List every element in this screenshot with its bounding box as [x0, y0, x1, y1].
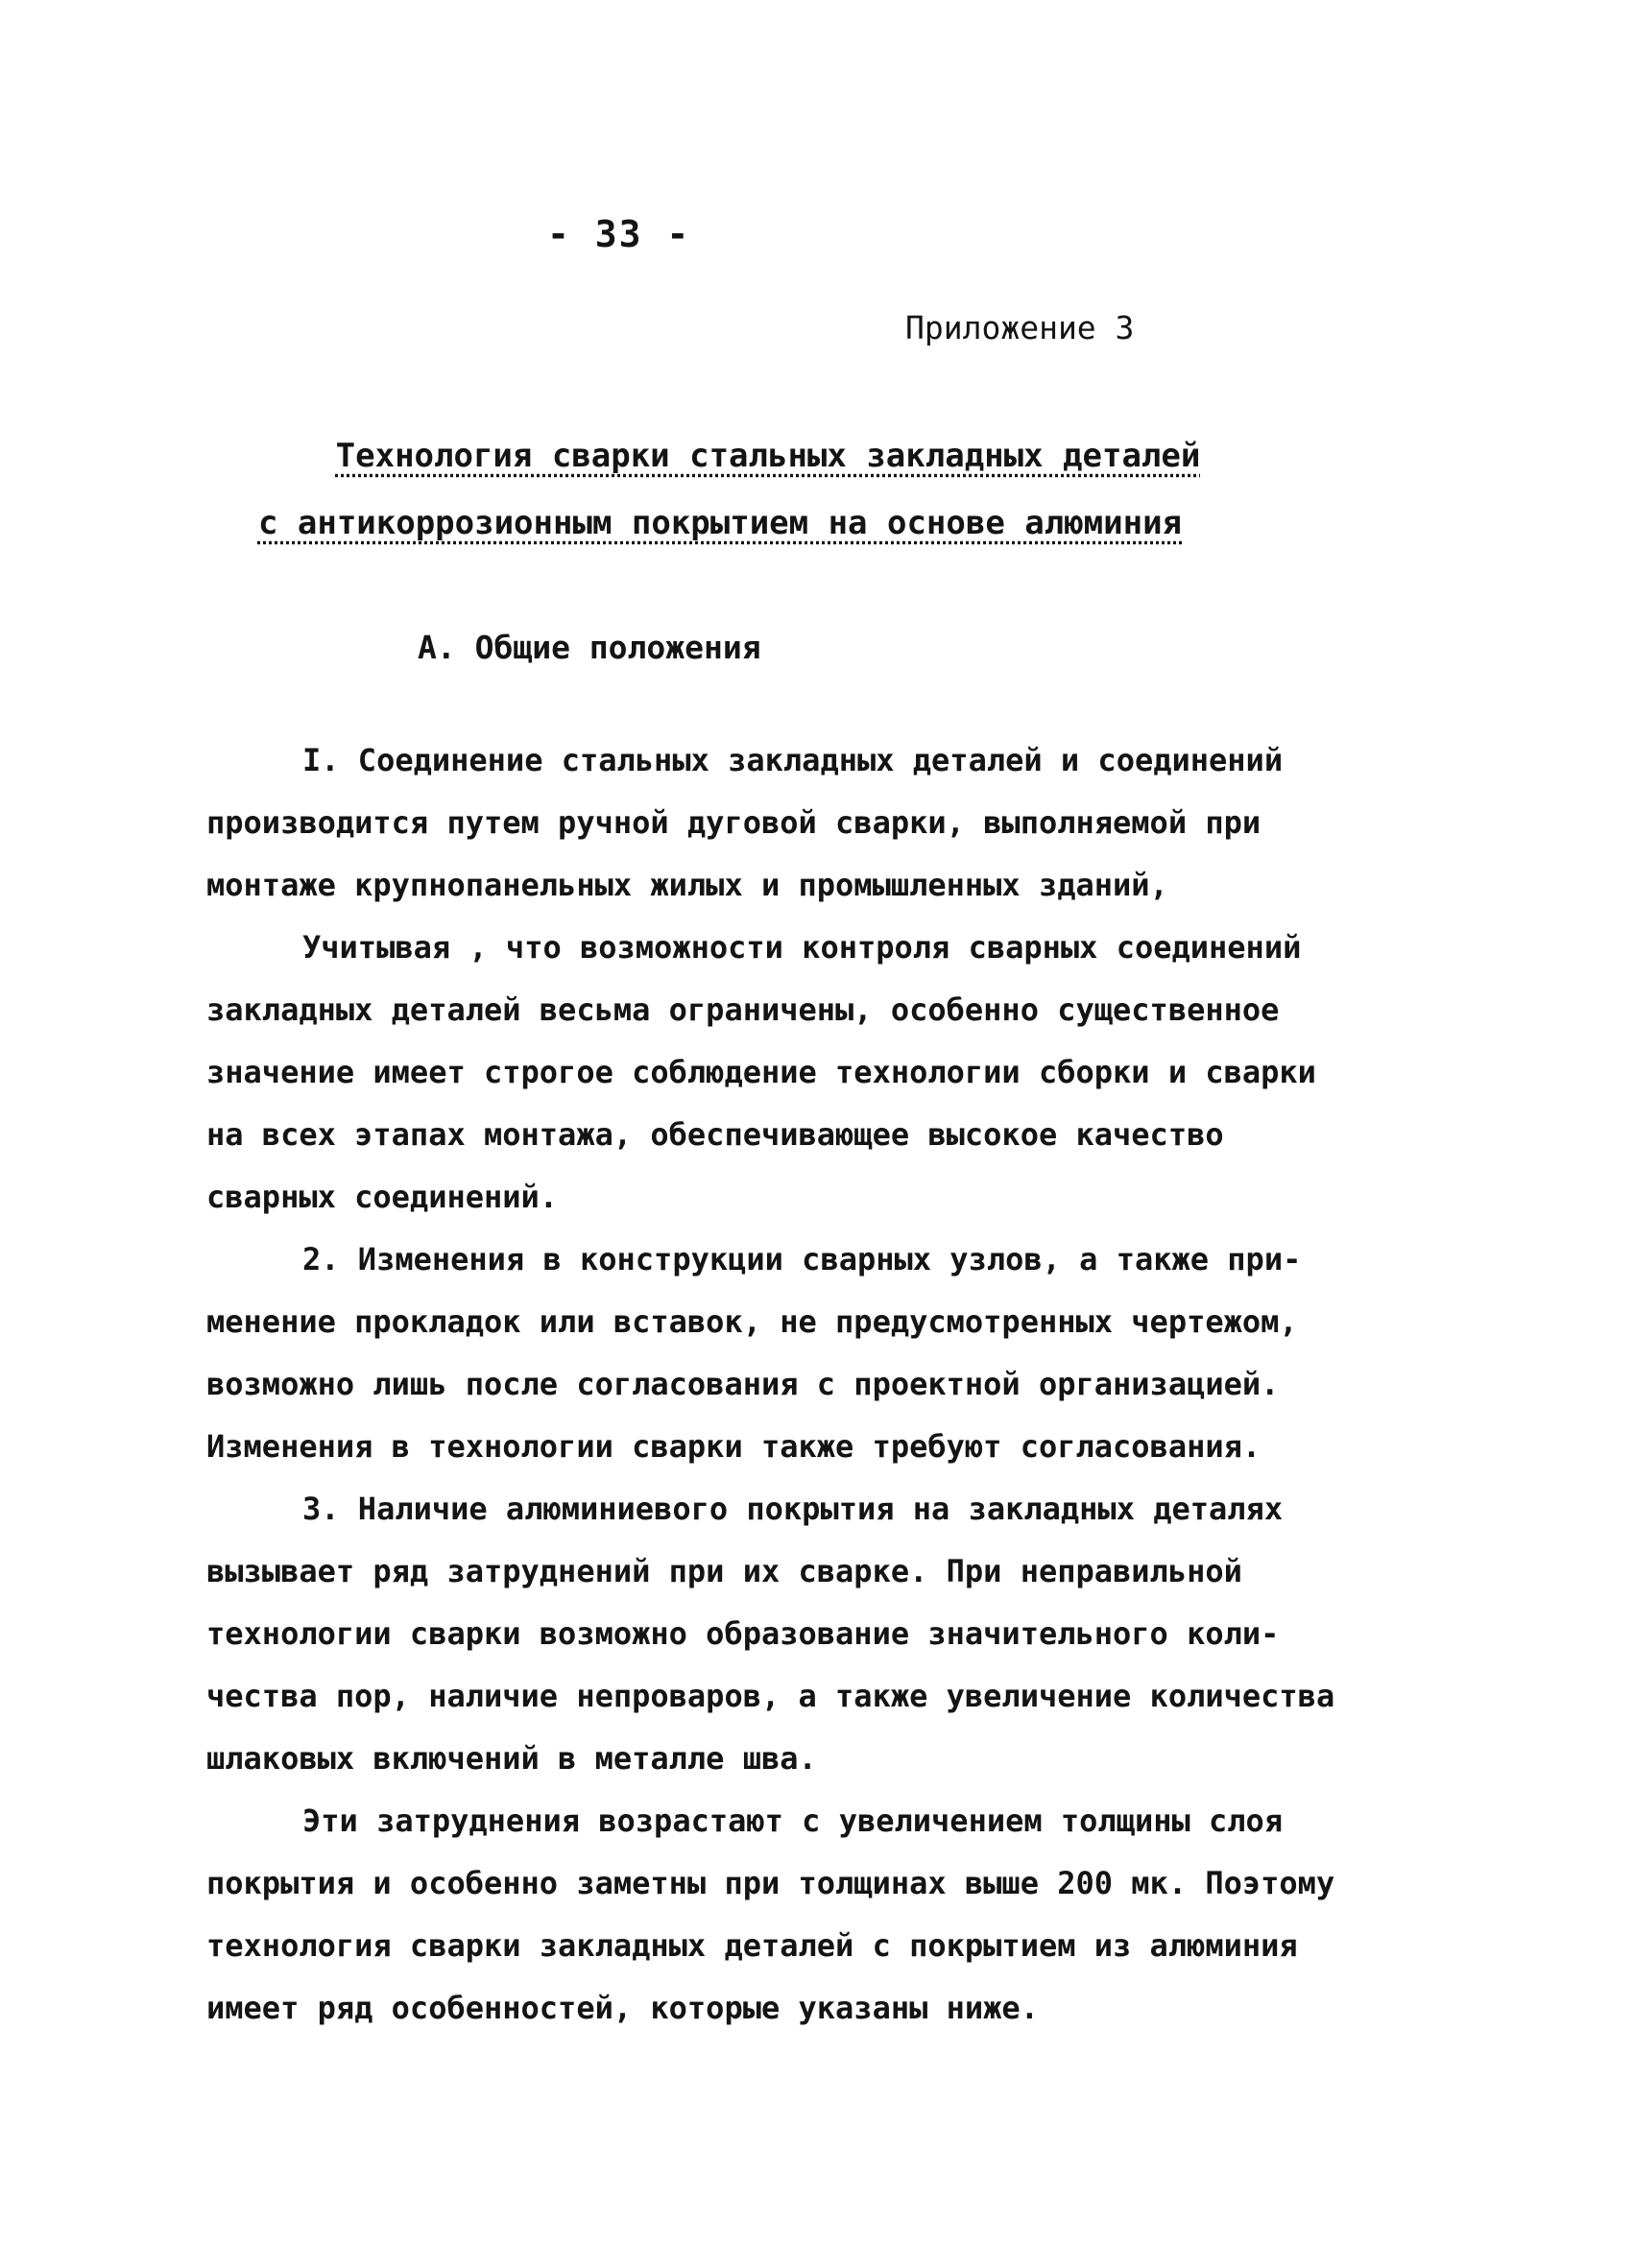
text-line: возможно лишь после согласования с проектной организацией. [206, 1366, 1280, 1402]
text-line: вызывает ряд затруднений при их сварке. При неправильной [206, 1553, 1242, 1589]
text-line: Эти затруднения возрастают с увеличением толщины слоя [302, 1802, 1284, 1839]
text-line: технология сварки закладных деталей с покрытием из алюминия [206, 1927, 1298, 1964]
text-line: покрытия и особенно заметны при толщинах выше 200 мк. Поэтому [206, 1865, 1335, 1901]
section-heading: А. Общие положения [418, 629, 761, 666]
text-line: шлаковых включений в металле шва. [206, 1740, 817, 1777]
text-line: технологии сварки возможно образование значительного коли- [206, 1615, 1280, 1652]
document-title-line-2: с антикоррозионным покрытием на основе алюминия [257, 504, 1183, 542]
text-line: имеет ряд особенностей, которые указаны ниже. [206, 1990, 1039, 2026]
text-line: производится путем ручной дуговой сварки, выполняемой при [206, 804, 1262, 841]
text-line: монтаже крупнопанельных жилых и промышленных зданий, [206, 867, 1168, 903]
text-line: 2. Изменения в конструкции сварных узлов, а также при- [302, 1241, 1302, 1277]
text-line: значение имеет строгое соблюдение технологии сборки и сварки [206, 1054, 1316, 1090]
text-line: сварных соединений. [206, 1179, 559, 1215]
text-line: чества пор, наличие непроваров, а также увеличение количества [206, 1678, 1335, 1714]
text-line: I. Соединение стальных закладных деталей и соединений [302, 742, 1284, 778]
appendix-label: Приложение 3 [905, 309, 1135, 346]
text-line: 3. Наличие алюминиевого покрытия на закладных деталях [302, 1491, 1284, 1527]
body-text [206, 729, 1426, 2040]
text-line: Учитывая , что возможности контроля сварных соединений [302, 929, 1302, 966]
text-line: Изменения в технологии сварки также требуют согласования. [206, 1428, 1262, 1465]
document-title-line-1: Технология сварки стальных закладных деталей [335, 437, 1201, 475]
page-number: - 33 - [547, 213, 691, 255]
text-line: на всех этапах монтажа, обеспечивающее высокое качество [206, 1116, 1224, 1153]
text-line: закладных деталей весьма ограничены, особенно существенное [206, 991, 1280, 1028]
text-line: менение прокладок или вставок, не предусмотренных чертежом, [206, 1303, 1298, 1340]
